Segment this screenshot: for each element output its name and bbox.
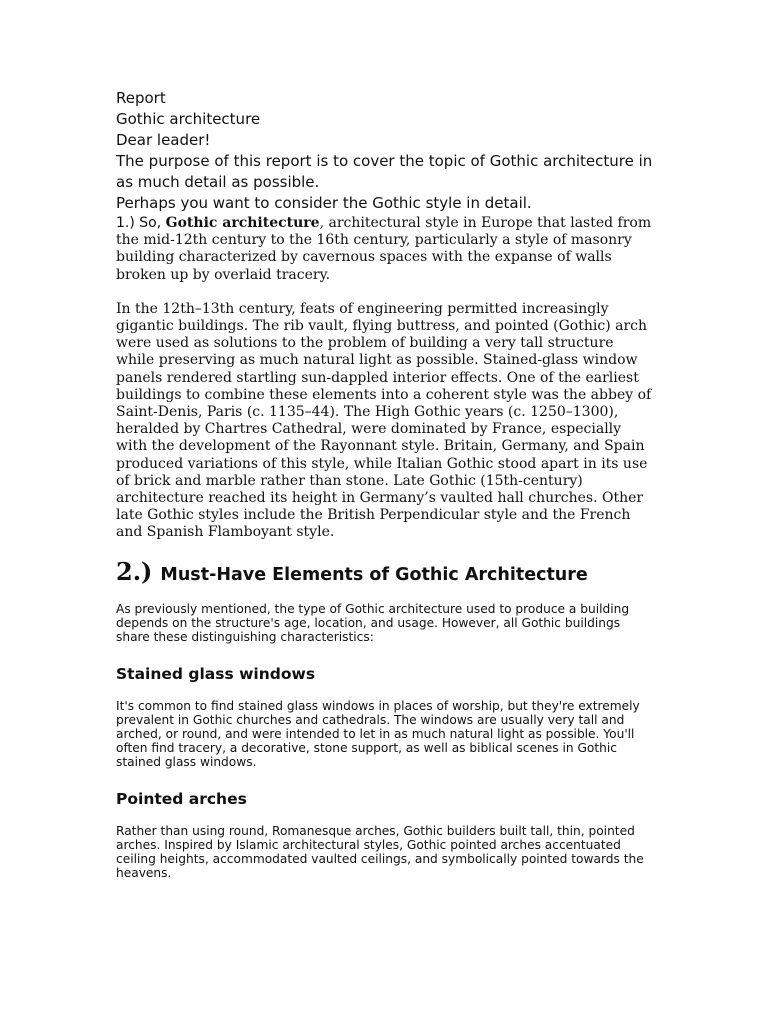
subheading-pointed-arches: Pointed arches (116, 789, 247, 808)
section2-number: 2.) (116, 556, 153, 586)
report-label: Report (116, 89, 166, 107)
section1-rest: , architectural style in Europe that lasted from the mid-12th century to the 16th century, particularly a style of masonry building characterized by cavernous spaces with the expanse of walls broken up by overlaid tracery. (116, 215, 652, 283)
stained-glass-paragraph: It's common to find stained glass windows in places of worship, but they're extremely prevalent in Gothic churches and cathedrals. The windows are usually very tall and arched, or round, and were intended to let in as much natural light as possible. You'll often find tracery, a decorative, stone support, as well as biblical scenes in Gothic stained glass windows. (116, 698, 640, 769)
subheading-stained-glass: Stained glass windows (116, 664, 316, 683)
purpose-paragraph: The purpose of this report is to cover the topic of Gothic architecture in as much detail as possible. (116, 152, 653, 191)
section1-term: Gothic architecture (165, 215, 320, 231)
section2-title: Must-Have Elements of Gothic Architecture (160, 564, 588, 585)
paragraph-gap (116, 284, 656, 301)
pointed-arches-paragraph: Rather than using round, Romanesque arches, Gothic builders built tall, thin, pointed arches. Inspired by Islamic architectural styles, Gothic pointed arches accentuated ceiling heights, accommodated vaulted ceilings, and symbolically pointed towards the heavens. (116, 823, 644, 880)
section2-heading (116, 557, 656, 590)
report-topic: Gothic architecture (116, 110, 261, 128)
document-page (116, 88, 656, 880)
section2-intro: As previously mentioned, the type of Gothic architecture used to produce a building depends on the structure's age, location, and usage. However, all Gothic buildings share these distinguishing characteristics: (116, 601, 630, 644)
section1-paragraph1 (116, 215, 656, 284)
salutation: Dear leader! (116, 131, 211, 149)
consider-line: Perhaps you want to consider the Gothic style in detail. (116, 194, 532, 212)
section1-paragraph2: In the 12th–13th century, feats of engineering permitted increasingly gigantic buildings. The rib vault, flying buttress, and pointed (Gothic) arch were used as solutions to the problem of building a very tall structure while preserving as much natural light as possible. Stained-glass window panels rendered startling sun-dappled interior effects. One of the earliest buildings to combine these elements into a coherent style was the abbey of Saint-Denis, Paris (c. 1135–44). The High Gothic years (c. 1250–1300), heralded by Chartres Cathedral, were dominated by France, especially with the development of the Rayonnant style. Britain, Germany, and Spain produced variations of this style, while Italian Gothic stood apart in its use of brick and marble rather than stone. Late Gothic (15th-century) architecture reached its height in Germany’s vaulted hall churches. Other late Gothic styles include the British Perpendicular style and the French and Spanish Flamboyant style. (116, 300, 652, 541)
section1-prefix: 1.) So, (116, 215, 166, 231)
